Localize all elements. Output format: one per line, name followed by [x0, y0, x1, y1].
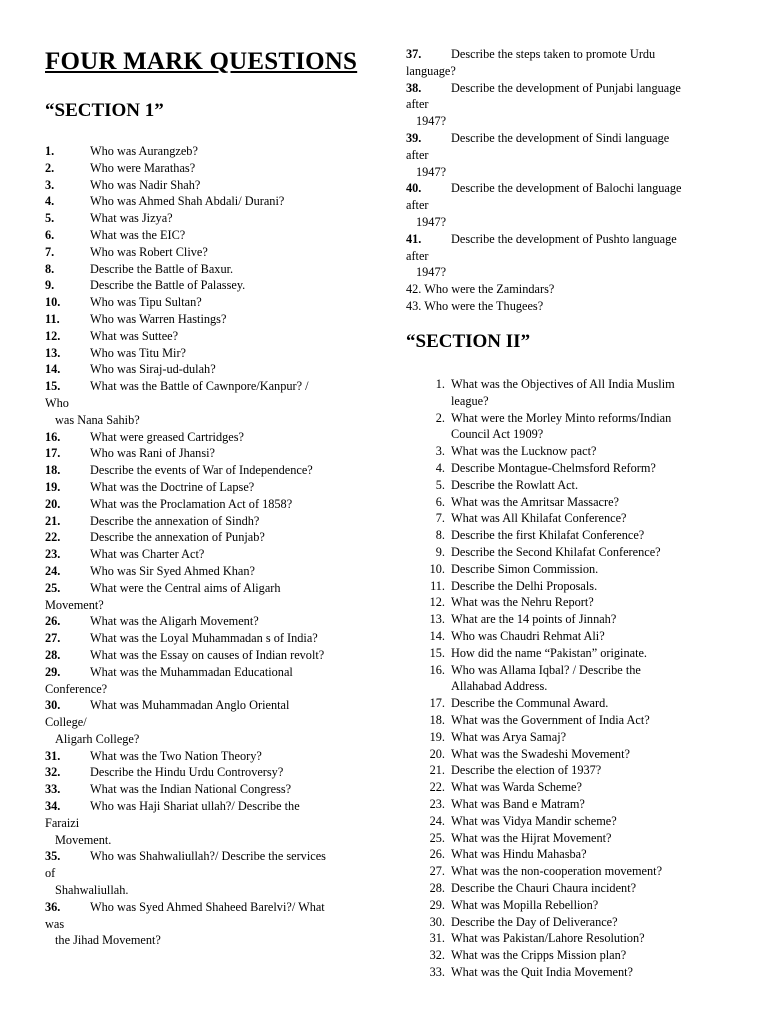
question-item [406, 964, 746, 981]
question-item [406, 695, 746, 712]
question-number: 10. [429, 561, 445, 576]
question-number: 22. [429, 780, 445, 795]
section-1-question-list-continued [406, 46, 746, 315]
question-text: What were the Morley Minto reforms/Indian [451, 410, 672, 425]
question-number: 18. [429, 712, 445, 727]
question-item [45, 277, 375, 294]
question-number: 26. [429, 847, 445, 862]
question-item [406, 662, 746, 696]
question-item [406, 130, 746, 180]
question-item [406, 611, 746, 628]
question-number: 4. [435, 460, 445, 475]
question-item [45, 294, 375, 311]
question-number: 20. [45, 496, 61, 511]
question-item [45, 546, 375, 563]
question-item [406, 561, 746, 578]
question-text: What was the Swadeshi Movement? [451, 746, 630, 761]
page-title: FOUR MARK QUESTIONS [45, 48, 358, 75]
question-number: 13. [45, 345, 61, 360]
question-number: 24. [429, 813, 445, 828]
question-text: Describe the development of Pushto language [451, 231, 677, 246]
question-item [406, 796, 746, 813]
question-text: Who were Marathas? [90, 160, 196, 175]
question-item [406, 930, 746, 947]
question-number: 4. [45, 194, 55, 209]
question-text: What was the Battle of Cawnpore/Kanpur? / [90, 379, 309, 394]
question-text: Describe Simon Commission. [451, 561, 599, 576]
question-text: after [406, 248, 429, 263]
question-number: 28. [45, 647, 61, 662]
question-number: 5. [45, 211, 55, 226]
question-text: Describe the annexation of Sindh? [90, 513, 260, 528]
question-text: What was Jizya? [90, 211, 173, 226]
question-text: What was Suttee? [90, 328, 179, 343]
question-text: What was the EIC? [90, 227, 186, 242]
question-number: 11. [45, 311, 60, 326]
question-text: What were the Central aims of Aligarh [90, 580, 281, 595]
question-number: 38. [406, 80, 422, 95]
question-text: Who was Titu Mir? [90, 345, 186, 360]
question-number: 24. [45, 563, 61, 578]
question-item [45, 479, 375, 496]
question-item [406, 746, 746, 763]
question-item [45, 462, 375, 479]
question-text: What was the non-cooperation movement? [451, 864, 663, 879]
question-item [406, 729, 746, 746]
question-text: Who was Syed Ahmed Shaheed Barelvi?/ What [90, 899, 325, 914]
question-item [406, 46, 746, 80]
question-number: 16. [45, 429, 61, 444]
question-number: 3. [435, 444, 445, 459]
question-text: Who was Chaudri Rehmat Ali? [451, 628, 605, 643]
question-text: Who was Allama Iqbal? / Describe the [451, 662, 641, 677]
question-number: 5. [435, 477, 445, 492]
question-number: 28. [429, 880, 445, 895]
question-text: What was the Lucknow pact? [451, 444, 597, 459]
question-text: the Jihad Movement? [55, 933, 161, 948]
question-text: What was Warda Scheme? [451, 780, 582, 795]
question-text: after [406, 97, 429, 112]
question-text: What was Hindu Mahasba? [451, 847, 587, 862]
question-text: Aligarh College? [55, 731, 140, 746]
question-item [406, 527, 746, 544]
question-text: Who [45, 395, 69, 410]
question-text: Who was Warren Hastings? [90, 311, 227, 326]
section-2-question-list [406, 376, 746, 981]
question-number: 29. [429, 897, 445, 912]
section-1-heading: “SECTION 1” [45, 100, 164, 121]
question-item [45, 529, 375, 546]
question-item [45, 311, 375, 328]
question-number: 31. [429, 931, 445, 946]
question-item [406, 947, 746, 964]
question-text: What was the Nehru Report? [451, 595, 594, 610]
question-text: Describe the election of 1937? [451, 763, 602, 778]
question-item [45, 445, 375, 462]
question-text: What was the Indian National Congress? [90, 782, 292, 797]
question-item [406, 779, 746, 796]
question-number: 30. [45, 698, 61, 713]
question-text: What was the Doctrine of Lapse? [90, 479, 255, 494]
question-text: Who was Sir Syed Ahmed Khan? [90, 563, 255, 578]
question-item [45, 613, 375, 630]
question-item [406, 914, 746, 931]
question-text: Describe the Hindu Urdu Controversy? [90, 765, 284, 780]
question-item [45, 848, 375, 898]
question-item [45, 899, 375, 949]
question-text: Describe the first Khilafat Conference? [451, 528, 645, 543]
question-number: 34. [45, 799, 61, 814]
question-item [45, 429, 375, 446]
question-text: Who was Tipu Sultan? [90, 295, 202, 310]
question-text: Describe the Second Khilafat Conference? [451, 544, 661, 559]
question-text: 1947? [416, 114, 447, 129]
question-text: What was the Cripps Mission plan? [451, 948, 627, 963]
question-item [406, 880, 746, 897]
question-number: 6. [45, 227, 55, 242]
question-item [45, 193, 375, 210]
question-number: 30. [429, 914, 445, 929]
question-number: 7. [45, 244, 55, 259]
question-text: Who was Robert Clive? [90, 244, 208, 259]
question-text: Describe the development of Sindi language [451, 130, 670, 145]
question-item [45, 630, 375, 647]
question-item [45, 160, 375, 177]
question-number: 19. [429, 729, 445, 744]
question-text: Describe the steps taken to promote Urdu [451, 47, 656, 61]
question-text: What was the Essay on causes of Indian revolt? [90, 647, 325, 662]
question-text: Describe the development of Punjabi language [451, 80, 681, 95]
question-item [406, 477, 746, 494]
question-number: 14. [45, 362, 61, 377]
question-number: 26. [45, 614, 61, 629]
question-text: What was Vidya Mandir scheme? [451, 813, 617, 828]
question-item [45, 143, 375, 160]
question-text: What was All Khilafat Conference? [451, 511, 627, 526]
question-number: 17. [429, 696, 445, 711]
question-item [406, 578, 746, 595]
question-text: league? [451, 393, 489, 408]
question-text: Describe the annexation of Punjab? [90, 530, 265, 545]
question-item [406, 645, 746, 662]
question-text: How did the name “Pakistan” originate. [451, 645, 648, 660]
question-number: 16. [429, 662, 445, 677]
question-text: What was the Amritsar Massacre? [451, 494, 619, 509]
question-item [406, 813, 746, 830]
question-text: Shahwaliullah. [55, 883, 129, 898]
question-text: What was Muhammadan Anglo Oriental [90, 698, 290, 713]
question-text: What was the Quit India Movement? [451, 964, 634, 979]
question-text: 1947? [416, 214, 447, 229]
question-text: What was the Government of India Act? [451, 712, 650, 727]
question-number: 23. [429, 796, 445, 811]
question-number: 36. [45, 899, 61, 914]
question-item [406, 298, 746, 315]
question-item [406, 712, 746, 729]
question-number: 11. [430, 578, 445, 593]
question-text: after [406, 198, 429, 213]
question-number: 9. [45, 278, 55, 293]
question-number: 3. [45, 177, 55, 192]
question-text: What was the Two Nation Theory? [90, 748, 262, 763]
question-number: 31. [45, 748, 61, 763]
question-item [45, 781, 375, 798]
question-item [45, 798, 375, 848]
question-text: Describe the Communal Award. [451, 696, 609, 711]
question-text: Faraizi [45, 815, 80, 830]
question-item [45, 764, 375, 781]
question-item [45, 496, 375, 513]
question-text: Who was Aurangzeb? [90, 144, 198, 158]
question-number: 33. [45, 782, 61, 797]
question-number: 23. [45, 547, 61, 562]
question-text: What was the Objectives of All India Muslim [451, 377, 675, 391]
question-text: language? [406, 63, 456, 78]
question-text: Describe the Battle of Palassey. [90, 278, 246, 293]
question-item [45, 328, 375, 345]
question-item [406, 80, 746, 130]
question-text: What was the Hijrat Movement? [451, 830, 612, 845]
question-item [45, 227, 375, 244]
question-text: Describe the Delhi Proposals. [451, 578, 598, 593]
question-number: 22. [45, 530, 61, 545]
question-text: Who was Siraj-ud-dulah? [90, 362, 216, 377]
question-number: 1. [45, 144, 55, 158]
section-2-heading: “SECTION II” [406, 331, 531, 352]
question-number: 14. [429, 628, 445, 643]
question-number: 35. [45, 849, 61, 864]
question-number: 33. [429, 964, 445, 979]
question-text: What was the Loyal Muhammadan s of India? [90, 631, 318, 646]
question-number: 41. [406, 231, 422, 246]
question-number: 1. [435, 377, 445, 391]
question-item [406, 846, 746, 863]
question-text: Describe Montague-Chelmsford Reform? [451, 460, 656, 475]
question-text: 42. Who were the Zamindars? [406, 282, 555, 297]
question-text: Describe the Chauri Chaura incident? [451, 880, 637, 895]
question-item [45, 210, 375, 227]
question-text: What are the 14 points of Jinnah? [451, 612, 617, 627]
question-text: Describe the Battle of Baxur. [90, 261, 234, 276]
question-item [45, 361, 375, 378]
question-item [406, 544, 746, 561]
question-text: Describe the development of Balochi language [451, 181, 682, 196]
question-number: 27. [429, 864, 445, 879]
question-item [406, 628, 746, 645]
question-number: 39. [406, 130, 422, 145]
question-number: 32. [429, 948, 445, 963]
question-number: 18. [45, 463, 61, 478]
question-number: 19. [45, 479, 61, 494]
question-number: 20. [429, 746, 445, 761]
question-text: Movement? [45, 597, 104, 612]
question-number: 27. [45, 631, 61, 646]
question-text: What were greased Cartridges? [90, 429, 244, 444]
question-number: 7. [435, 511, 445, 526]
question-item [406, 494, 746, 511]
question-number: 29. [45, 664, 61, 679]
question-number: 17. [45, 446, 61, 461]
question-item [406, 863, 746, 880]
question-text: 43. Who were the Thugees? [406, 298, 544, 313]
question-text: Conference? [45, 681, 108, 696]
question-number: 15. [429, 645, 445, 660]
question-number: 8. [435, 528, 445, 543]
question-number: 32. [45, 765, 61, 780]
question-number: 6. [435, 494, 445, 509]
question-item [45, 177, 375, 194]
question-item [406, 510, 746, 527]
question-text: Describe the Rowlatt Act. [451, 477, 579, 492]
question-number: 9. [435, 544, 445, 559]
question-item [45, 697, 375, 747]
question-text: What was Mopilla Rebellion? [451, 897, 599, 912]
question-number: 10. [45, 295, 61, 310]
question-text: Who was Shahwaliullah?/ Describe the services [90, 849, 326, 864]
question-item [406, 897, 746, 914]
question-number: 37. [406, 47, 422, 61]
question-text: was [45, 916, 65, 931]
question-item [406, 762, 746, 779]
question-item [45, 244, 375, 261]
question-number: 25. [45, 580, 61, 595]
section-1-question-list [45, 143, 375, 949]
question-item [45, 580, 375, 614]
question-number: 2. [45, 160, 55, 175]
question-text: Movement. [55, 832, 112, 847]
question-text: What was Pakistan/Lahore Resolution? [451, 931, 645, 946]
question-item [406, 410, 746, 444]
question-text: College/ [45, 715, 87, 730]
question-text: Allahabad Address. [451, 679, 548, 694]
question-text: Who was Nadir Shah? [90, 177, 201, 192]
question-item [45, 664, 375, 698]
question-text: What was the Muhammadan Educational [90, 664, 293, 679]
question-text: What was the Proclamation Act of 1858? [90, 496, 293, 511]
question-number: 8. [45, 261, 55, 276]
question-item [45, 647, 375, 664]
question-item [406, 231, 746, 281]
question-item [406, 830, 746, 847]
question-text: 1947? [416, 265, 447, 280]
question-number: 13. [429, 612, 445, 627]
question-item [45, 261, 375, 278]
question-item [45, 378, 375, 428]
question-text: was Nana Sahib? [55, 412, 140, 427]
question-number: 12. [429, 595, 445, 610]
question-number: 15. [45, 379, 61, 394]
question-number: 12. [45, 328, 61, 343]
question-item [406, 180, 746, 230]
question-text: after [406, 147, 429, 162]
question-item [406, 443, 746, 460]
question-text: What was the Aligarh Movement? [90, 614, 259, 629]
question-item [45, 513, 375, 530]
question-number: 21. [429, 763, 445, 778]
question-item [45, 345, 375, 362]
question-number: 2. [435, 410, 445, 425]
question-item [406, 460, 746, 477]
question-text: Who was Haji Shariat ullah?/ Describe the [90, 799, 300, 814]
question-item [406, 281, 746, 298]
question-text: Who was Ahmed Shah Abdali/ Durani? [90, 194, 285, 209]
question-text: 1947? [416, 164, 447, 179]
question-item [45, 748, 375, 765]
question-number: 40. [406, 181, 422, 196]
question-text: What was Arya Samaj? [451, 729, 567, 744]
question-text: of [45, 866, 56, 881]
question-text: Describe the Day of Deliverance? [451, 914, 618, 929]
question-text: Who was Rani of Jhansi? [90, 446, 215, 461]
question-item [45, 563, 375, 580]
question-text: What was Charter Act? [90, 547, 205, 562]
question-text: Council Act 1909? [451, 427, 544, 442]
question-item [406, 594, 746, 611]
question-text: What was Band e Matram? [451, 796, 585, 811]
question-number: 25. [429, 830, 445, 845]
question-number: 21. [45, 513, 61, 528]
question-item [406, 376, 746, 410]
question-text: Describe the events of War of Independence? [90, 463, 313, 478]
